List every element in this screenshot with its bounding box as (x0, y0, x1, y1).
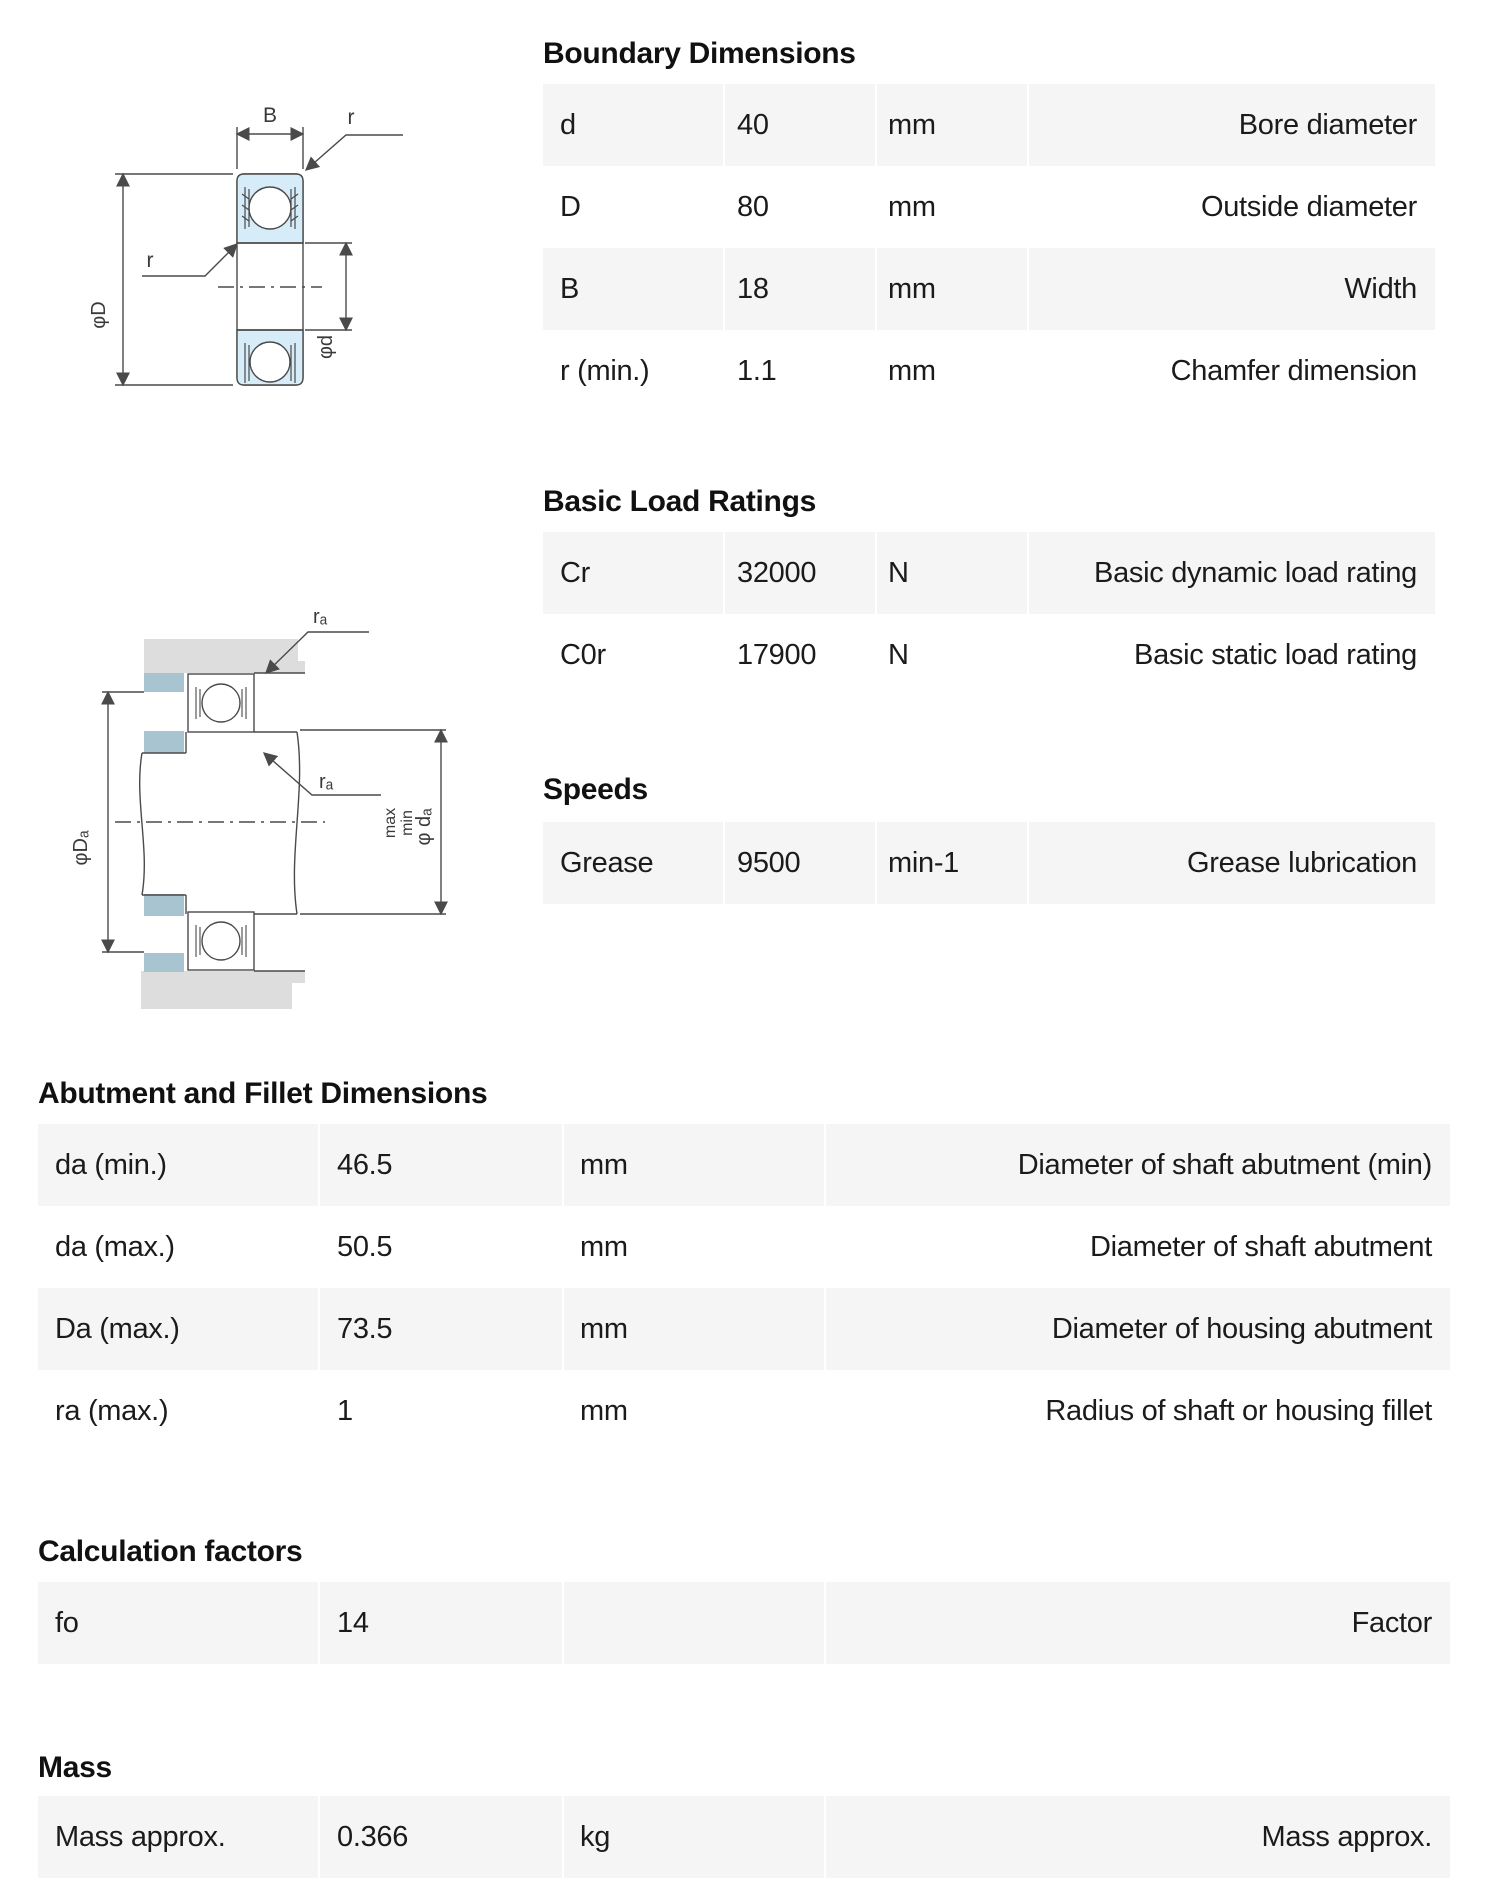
housing-dia-label: φDₐ (70, 830, 92, 866)
spec-row (38, 1288, 1450, 1370)
chamfer-left-label: r (146, 249, 154, 272)
mounting-diagram (45, 595, 465, 1015)
spec-value: 32000 (725, 532, 875, 614)
top-region (38, 36, 1450, 1016)
spec-row (543, 822, 1435, 904)
spec-label: d (543, 84, 723, 166)
section-title: Abutment and Fillet Dimensions (38, 1077, 488, 1110)
spec-row (543, 532, 1435, 614)
spec-value: 18 (725, 248, 875, 330)
bearing-cross-section-diagram (55, 75, 455, 410)
spec-label: C0r (543, 614, 723, 696)
spec-desc: Diameter of shaft abutment (826, 1206, 1450, 1288)
spec-desc: Factor (826, 1582, 1450, 1664)
spec-unit: kg (564, 1796, 824, 1878)
spec-label: D (543, 166, 723, 248)
spec-label: da (min.) (38, 1124, 318, 1206)
spec-row (38, 1206, 1450, 1288)
spec-row (38, 1124, 1450, 1206)
spec-row (38, 1796, 1450, 1878)
section-basic-load-ratings (543, 486, 1435, 696)
leader-r-left (142, 244, 237, 276)
spec-label: r (min.) (543, 330, 723, 412)
spec-table (38, 1796, 1450, 1878)
shaft-dia-max-label: max (382, 807, 399, 839)
section-abutment-fillet-dimensions (38, 1078, 1450, 1452)
spec-value: 80 (725, 166, 875, 248)
section-boundary-dimensions (543, 38, 1435, 412)
spec-unit: mm (564, 1124, 824, 1206)
spec-table (543, 532, 1435, 696)
fillet-mid-label: rₐ (319, 771, 334, 793)
spec-table (543, 822, 1435, 904)
spec-label: da (max.) (38, 1206, 318, 1288)
spec-unit: N (877, 614, 1027, 696)
spec-label: B (543, 248, 723, 330)
spec-desc: Chamfer dimension (1029, 330, 1435, 412)
spec-table (38, 1582, 1450, 1664)
section-title: Speeds (543, 773, 648, 806)
dim-outer-diameter (115, 174, 233, 385)
ball-bottom (250, 342, 290, 382)
spec-desc: Grease lubrication (1029, 822, 1435, 904)
spec-row (543, 248, 1435, 330)
spec-row (543, 330, 1435, 412)
fillet-top-label: rₐ (313, 606, 328, 628)
spec-desc: Diameter of shaft abutment (min) (826, 1124, 1450, 1206)
shaft (140, 732, 300, 914)
tables-column (543, 36, 1450, 904)
spec-label: fo (38, 1582, 318, 1664)
spec-value: 1.1 (725, 330, 875, 412)
spec-unit: mm (564, 1370, 824, 1452)
shaft-dia-min-label: min (399, 810, 416, 836)
spec-desc: Bore diameter (1029, 84, 1435, 166)
width-dim-label: B (262, 104, 278, 127)
spec-unit: N (877, 532, 1027, 614)
spec-table (543, 84, 1435, 412)
bore-dia-label: φd (315, 334, 337, 360)
spec-desc: Radius of shaft or housing fillet (826, 1370, 1450, 1452)
spec-unit: mm (564, 1288, 824, 1370)
section-title: Mass (38, 1751, 112, 1784)
section-mass (38, 1752, 1450, 1878)
leader-r-top (306, 135, 403, 170)
spec-value: 50.5 (320, 1206, 562, 1288)
spec-unit: mm (877, 166, 1027, 248)
spec-label: Grease (543, 822, 723, 904)
spec-value: 40 (725, 84, 875, 166)
spec-value: 9500 (725, 822, 875, 904)
spec-row (543, 84, 1435, 166)
spec-desc: Mass approx. (826, 1796, 1450, 1878)
spec-unit: mm (564, 1206, 824, 1288)
section-title: Calculation factors (38, 1535, 303, 1568)
spec-value: 1 (320, 1370, 562, 1452)
spec-value: 46.5 (320, 1124, 562, 1206)
spec-desc: Basic dynamic load rating (1029, 532, 1435, 614)
spec-label: Mass approx. (38, 1796, 318, 1878)
spec-unit: mm (877, 248, 1027, 330)
spec-label: ra (max.) (38, 1370, 318, 1452)
spec-label: Da (max.) (38, 1288, 318, 1370)
spec-value: 73.5 (320, 1288, 562, 1370)
section-title: Boundary Dimensions (543, 37, 856, 70)
spec-unit: mm (877, 84, 1027, 166)
spec-unit: min-1 (877, 822, 1027, 904)
spec-value: 14 (320, 1582, 562, 1664)
spec-label: Cr (543, 532, 723, 614)
outer-dia-label: φD (88, 301, 110, 329)
spec-desc: Basic static load rating (1029, 614, 1435, 696)
spec-table (38, 1124, 1450, 1452)
section-title: Basic Load Ratings (543, 485, 816, 518)
spec-row (38, 1370, 1450, 1452)
section-speeds (543, 774, 1435, 904)
spec-row (543, 614, 1435, 696)
spec-unit: mm (877, 330, 1027, 412)
spec-desc: Outside diameter (1029, 166, 1435, 248)
spec-row (543, 166, 1435, 248)
diagram-column (38, 36, 543, 1016)
spec-value: 0.366 (320, 1796, 562, 1878)
spec-desc: Width (1029, 248, 1435, 330)
spec-row (38, 1582, 1450, 1664)
dim-B (237, 127, 303, 169)
spec-unit (564, 1582, 824, 1664)
shaft-dia-label: φ dₐ (413, 808, 435, 846)
section-calculation-factors (38, 1536, 1450, 1664)
chamfer-top-label: r (347, 106, 355, 129)
spec-desc: Diameter of housing abutment (826, 1288, 1450, 1370)
ball-top (249, 187, 291, 229)
spec-value: 17900 (725, 614, 875, 696)
